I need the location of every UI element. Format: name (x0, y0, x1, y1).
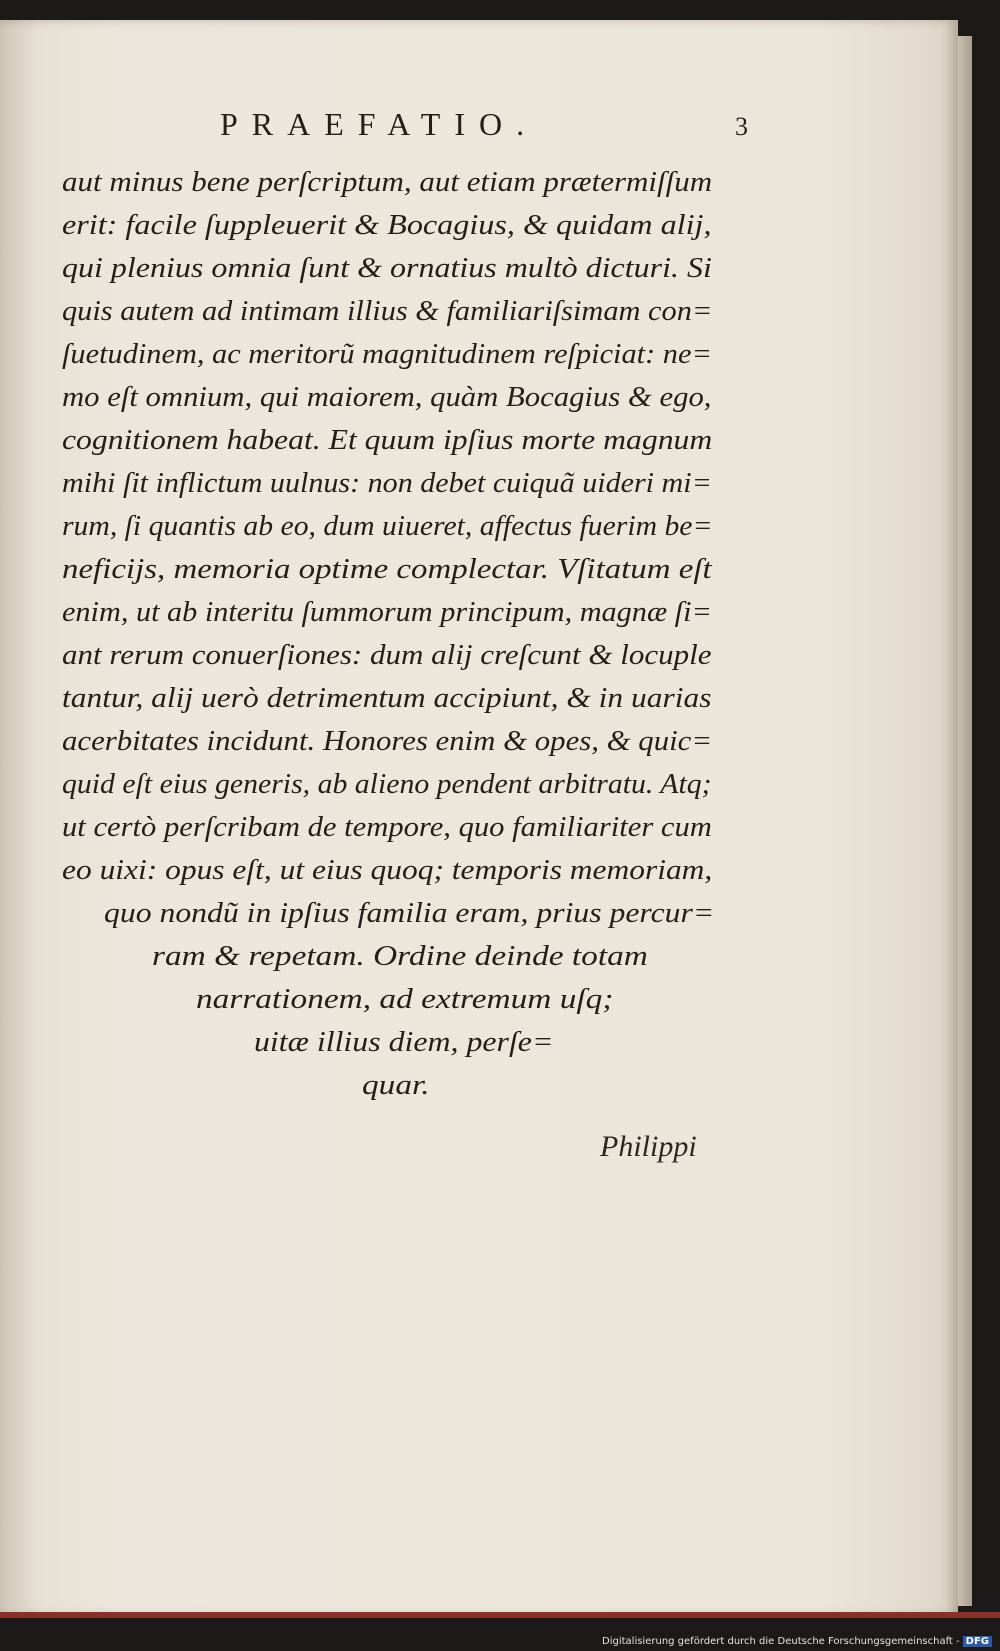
text-line: rum, ſi quantis ab eo, dum uiueret, affectus fuerim be= (62, 510, 713, 542)
catchword: Philippi (600, 1130, 697, 1163)
text-line: erit: facile ſuppleuerit & Bocagius, & quidam alij, (62, 209, 712, 241)
dfg-logo: DFG (963, 1636, 992, 1647)
running-header: PRAEFATIO. (220, 106, 539, 142)
text-line: qui plenius omnia ſunt & ornatius multò dicturi. Si (62, 252, 712, 284)
text-line: quis autem ad intimam illius & familiariſsimam con= (62, 295, 713, 327)
footer-text: Digitalisierung gefördert durch die Deutsche Forschungsgemeinschaft - (602, 1636, 960, 1647)
text-line: ut certò perſcribam de tempore, quo familiariter cum (62, 811, 712, 843)
text-line: ram & repetam. Ordine deinde totam (152, 940, 648, 972)
text-line: cognitionem habeat. Et quum ipſius morte magnum (62, 424, 713, 456)
text-line: tantur, alij uerò detrimentum accipiunt, & in uarias (62, 682, 712, 714)
text-line: ant rerum conuerſiones: dum alij creſcunt & locuple (62, 639, 712, 671)
text-line: quar. (362, 1069, 430, 1101)
text-line: mihi ſit inflictum uulnus: non debet cuiquã uideri mi= (62, 467, 712, 499)
page-edge (958, 36, 972, 1606)
text-line: quid eſt eius generis, ab alieno pendent arbitratu. Atq; (62, 768, 712, 800)
text-line: eo uixi: opus eſt, ut eius quoq; temporis memoriam, (62, 854, 713, 886)
text-line: acerbitates incidunt. Honores enim & opes, & quic= (62, 725, 713, 757)
text-line: mo eſt omnium, qui maiorem, quàm Bocagius & ego, (62, 381, 712, 413)
text-line: narrationem, ad extremum uſq; (196, 983, 614, 1015)
text-line: enim, ut ab interitu ſummorum principum, magnæ ſi= (62, 596, 712, 628)
text-line: ſuetudinem, ac meritorũ magnitudinem reſpiciat: ne= (62, 338, 712, 370)
text-line: aut minus bene perſcriptum, aut etiam prætermiſſum (62, 166, 713, 198)
text-line: quo nondũ in ipſius familia eram, prius percur= (104, 897, 715, 929)
binding-edge (0, 1612, 1000, 1618)
text-line: uitæ illius diem, perſe= (254, 1026, 554, 1058)
text-line: neficijs, memoria optime complectar. Vſitatum eſt (62, 553, 712, 585)
footer-credit (602, 1636, 992, 1647)
page-number: 3 (735, 112, 748, 141)
